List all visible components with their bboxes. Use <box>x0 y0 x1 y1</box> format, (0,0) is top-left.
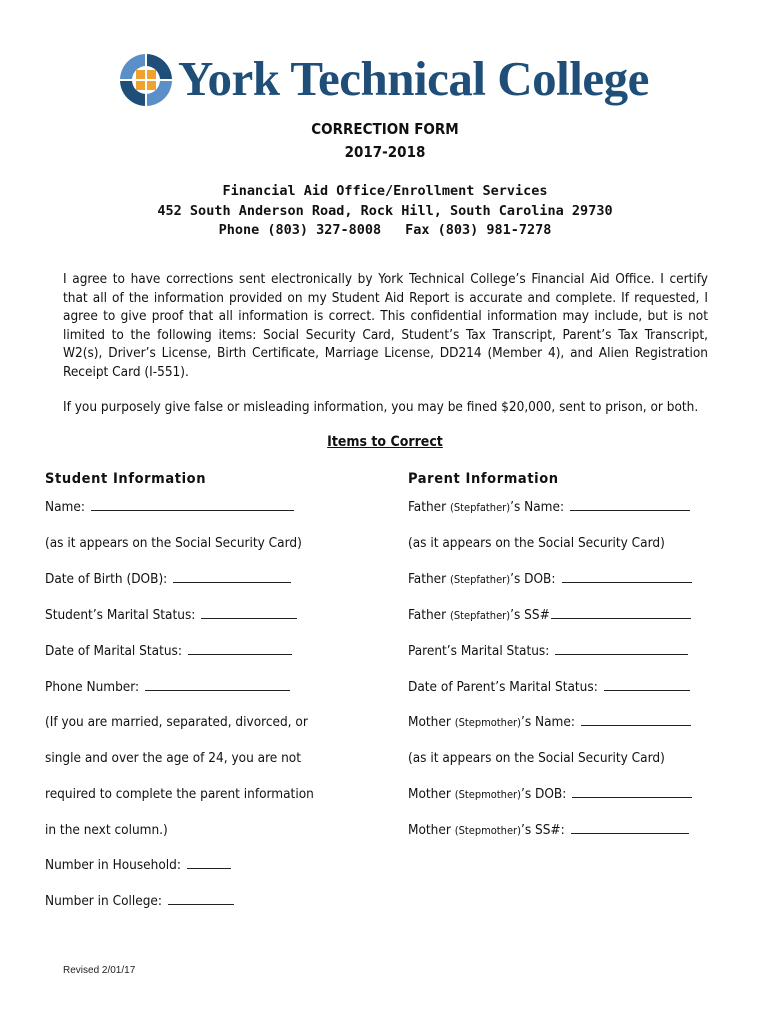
father-ss-field[interactable] <box>551 617 691 619</box>
student-info-heading: Student Information <box>45 471 207 487</box>
mother-label: Mother <box>408 786 451 802</box>
mother-ss-row <box>408 822 689 838</box>
agreement-paragraph: I agree to have corrections sent electronically by York Technical College’s Financial Aid Office. I certify that all of the information provided on my Student Aid Report is accurate and complete. If requested, I agree to give proof that all information is correct. This confidential information may include, but is not limited to the following items: Social Security Card, Student’s Tax Transcript, Parent’s Tax Transcript, W2(s), Driver’s License, Birth Certificate, Marriage License, DD214 (Member 4), and Alien Registration Receipt Card (I-551). <box>63 271 708 380</box>
parent-marital-date-field[interactable] <box>604 689 690 691</box>
student-marital-date-field[interactable] <box>188 653 292 655</box>
mother-label: Mother <box>408 714 451 730</box>
office-address: 452 South Anderson Road, Rock Hill, South Carolina 29730 <box>157 203 613 219</box>
mother-dob-row <box>408 786 692 802</box>
mother-name-suffix: ’s Name: <box>520 714 575 730</box>
parent-marital-field[interactable] <box>555 653 688 655</box>
college-seal-icon <box>118 52 174 108</box>
office-phone: Phone (803) 327-8008 <box>218 222 382 238</box>
household-label: Number in Household: <box>45 857 181 873</box>
mother-name-note: (as it appears on the Social Security Card) <box>408 750 665 766</box>
student-marital-label: Student’s Marital Status: <box>45 607 196 623</box>
student-phone-row <box>45 679 290 695</box>
student-name-label: Name: <box>45 499 85 515</box>
mother-dob-suffix: ’s DOB: <box>520 786 567 802</box>
items-to-correct-heading: Items to Correct <box>327 434 443 450</box>
father-ss-row <box>408 607 691 623</box>
father-name-row <box>408 499 690 515</box>
student-note-line-1: (If you are married, separated, divorced, or <box>45 714 308 730</box>
father-name-note: (as it appears on the Social Security Card) <box>408 535 665 551</box>
student-marital-date-label: Date of Marital Status: <box>45 643 182 659</box>
stepmother-label: (Stepmother) <box>454 824 521 837</box>
mother-label: Mother <box>408 822 451 838</box>
office-name: Financial Aid Office/Enrollment Services <box>222 183 548 199</box>
mother-name-field[interactable] <box>581 724 691 726</box>
mother-ss-field[interactable] <box>571 832 689 834</box>
father-label: Father <box>408 607 447 623</box>
college-label: Number in College: <box>45 893 162 909</box>
mother-ss-suffix: ’s SS#: <box>520 822 565 838</box>
mother-name-row <box>408 714 691 730</box>
student-note-line-3: required to complete the parent information <box>45 786 314 802</box>
student-dob-field[interactable] <box>173 581 291 583</box>
stepmother-label: (Stepmother) <box>454 716 521 729</box>
student-phone-field[interactable] <box>145 689 290 691</box>
father-dob-row <box>408 571 692 587</box>
household-row <box>45 857 231 873</box>
office-fax: Fax (803) 981-7278 <box>405 222 552 238</box>
student-marital-date-row <box>45 643 292 659</box>
student-marital-row <box>45 607 297 623</box>
father-label: Father <box>408 571 447 587</box>
student-name-field[interactable] <box>91 509 294 511</box>
parent-marital-label: Parent’s Marital Status: <box>408 643 550 659</box>
warning-paragraph: If you purposely give false or misleading information, you may be fined $20,000, sent to prison, or both. <box>63 399 699 415</box>
father-name-field[interactable] <box>570 509 690 511</box>
father-name-suffix: ’s Name: <box>510 499 565 515</box>
logo-wordmark: York Technical College <box>178 51 649 106</box>
stepmother-label: (Stepmother) <box>454 788 521 801</box>
student-dob-row <box>45 571 291 587</box>
parent-marital-row <box>408 643 688 659</box>
parent-marital-date-label: Date of Parent’s Marital Status: <box>408 679 598 695</box>
student-phone-label: Phone Number: <box>45 679 140 695</box>
father-dob-field[interactable] <box>562 581 692 583</box>
form-year: 2017-2018 <box>344 143 426 161</box>
father-dob-suffix: ’s DOB: <box>510 571 556 587</box>
college-logo <box>118 50 653 116</box>
household-field[interactable] <box>187 867 231 869</box>
student-note-line-4: in the next column.) <box>45 822 168 838</box>
form-title: CORRECTION FORM <box>311 120 459 138</box>
college-field[interactable] <box>168 903 234 905</box>
student-name-note: (as it appears on the Social Security Card) <box>45 535 302 551</box>
stepfather-label: (Stepfather) <box>449 609 511 622</box>
stepfather-label: (Stepfather) <box>449 573 511 586</box>
revision-date: Revised 2/01/17 <box>63 965 136 976</box>
parent-info-heading: Parent Information <box>408 471 559 487</box>
student-name-row <box>45 499 294 515</box>
father-label: Father <box>408 499 447 515</box>
stepfather-label: (Stepfather) <box>449 501 511 514</box>
parent-marital-date-row <box>408 679 690 695</box>
office-contact <box>0 222 770 238</box>
college-row <box>45 893 234 909</box>
student-note-line-2: single and over the age of 24, you are not <box>45 750 301 766</box>
student-dob-label: Date of Birth (DOB): <box>45 571 168 587</box>
student-marital-field[interactable] <box>201 617 297 619</box>
father-ss-suffix: ’s SS# <box>510 607 550 623</box>
mother-dob-field[interactable] <box>572 796 692 798</box>
